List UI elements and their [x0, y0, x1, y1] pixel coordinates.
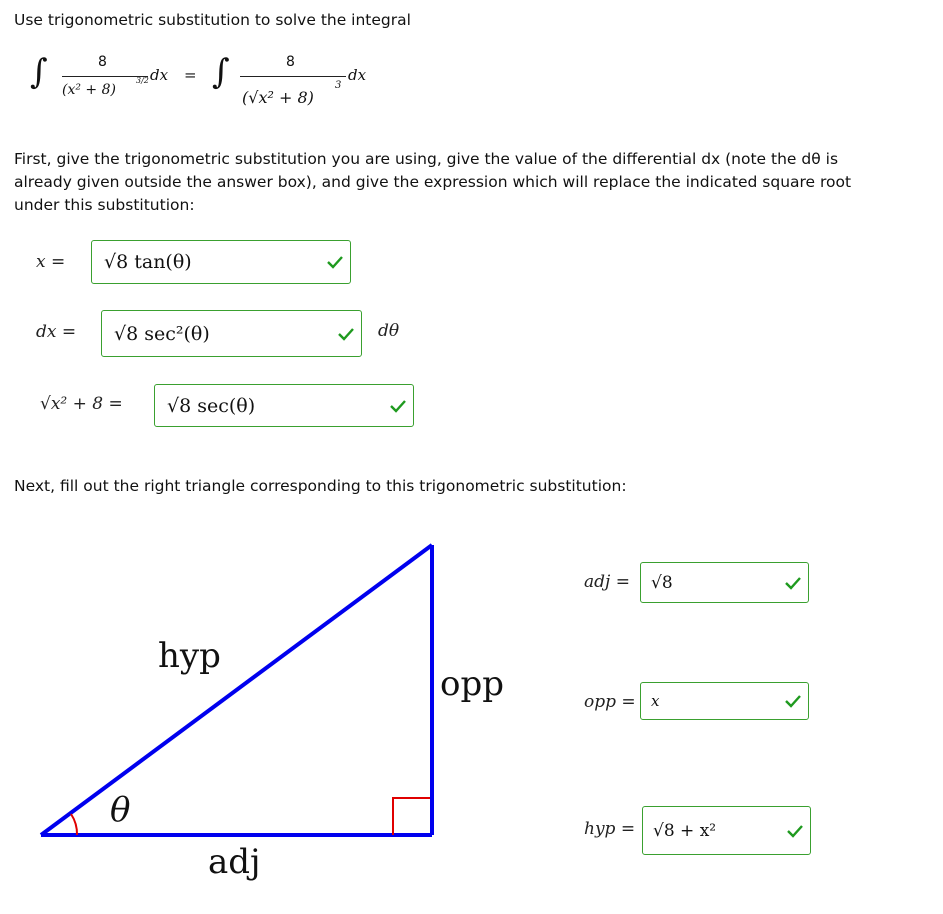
- triangle-heading: Next, fill out the right triangle corresponding to this trigonometric substitution:: [14, 477, 627, 495]
- problem-title: Use trigonometric substitution to solve the integral: [14, 11, 411, 29]
- instructions: [14, 148, 914, 217]
- x-substitution-value: √8 tan(θ): [104, 251, 192, 273]
- hyp-answer-label: hyp =: [584, 819, 636, 839]
- dx-value: √8 sec²(θ): [114, 322, 210, 345]
- fraction-bar-right: [240, 76, 346, 77]
- triangle-adj-label: adj: [208, 842, 261, 882]
- check-icon: [784, 576, 802, 590]
- check-icon: [389, 399, 407, 413]
- hyp-input[interactable]: [642, 806, 811, 855]
- dx-label: dx =: [36, 322, 77, 342]
- integral-expression: [30, 48, 390, 128]
- adj-answer-label: adj =: [584, 572, 630, 592]
- check-icon: [326, 255, 344, 269]
- numerator-left: 8: [98, 54, 107, 70]
- instructions-line-3: under this substitution:: [14, 196, 195, 214]
- sqrt-replacement-input[interactable]: [154, 384, 414, 427]
- check-icon: [784, 694, 802, 708]
- triangle-hyp-label: hyp: [158, 636, 221, 676]
- x-label: x =: [36, 252, 66, 272]
- opp-input[interactable]: [640, 682, 809, 720]
- angle-arc: [71, 814, 77, 835]
- adj-input[interactable]: [640, 562, 809, 603]
- exponent-left: 3/2: [136, 76, 149, 85]
- dtheta-label: dθ: [378, 321, 400, 341]
- opp-answer-label: opp =: [584, 692, 636, 712]
- x-substitution-input[interactable]: [91, 240, 351, 284]
- denominator-right: (√x² + 8): [242, 88, 314, 107]
- denominator-left: (x² + 8): [62, 82, 116, 98]
- check-icon: [337, 327, 355, 341]
- sqrt-label: √x² + 8 =: [40, 394, 123, 414]
- triangle-opp-label: opp: [440, 664, 504, 704]
- equals-sign: =: [184, 66, 197, 84]
- check-icon: [786, 824, 804, 838]
- exponent-right: 3: [335, 80, 342, 91]
- right-angle-marker: [393, 798, 430, 835]
- hyp-value: √8 + x²: [653, 820, 717, 841]
- differential-right: dx: [348, 66, 367, 84]
- instructions-line-2: already given outside the answer box), and give the expression which will replace the indicated square root: [14, 173, 852, 191]
- adj-value: √8: [651, 572, 673, 593]
- triangle-theta-label: θ: [110, 790, 131, 830]
- sqrt-replacement-value: √8 sec(θ): [167, 394, 256, 417]
- differential-left: dx: [150, 66, 169, 84]
- integral-sign-right: ∫: [212, 52, 230, 92]
- numerator-right: 8: [286, 54, 295, 70]
- instructions-line-1: First, give the trigonometric substitution you are using, give the value of the differential dx (note the dθ is: [14, 150, 839, 168]
- dx-input[interactable]: [101, 310, 362, 357]
- opp-value: x: [651, 692, 660, 710]
- integral-sign-left: ∫: [30, 52, 48, 92]
- hypotenuse-line: [41, 545, 432, 835]
